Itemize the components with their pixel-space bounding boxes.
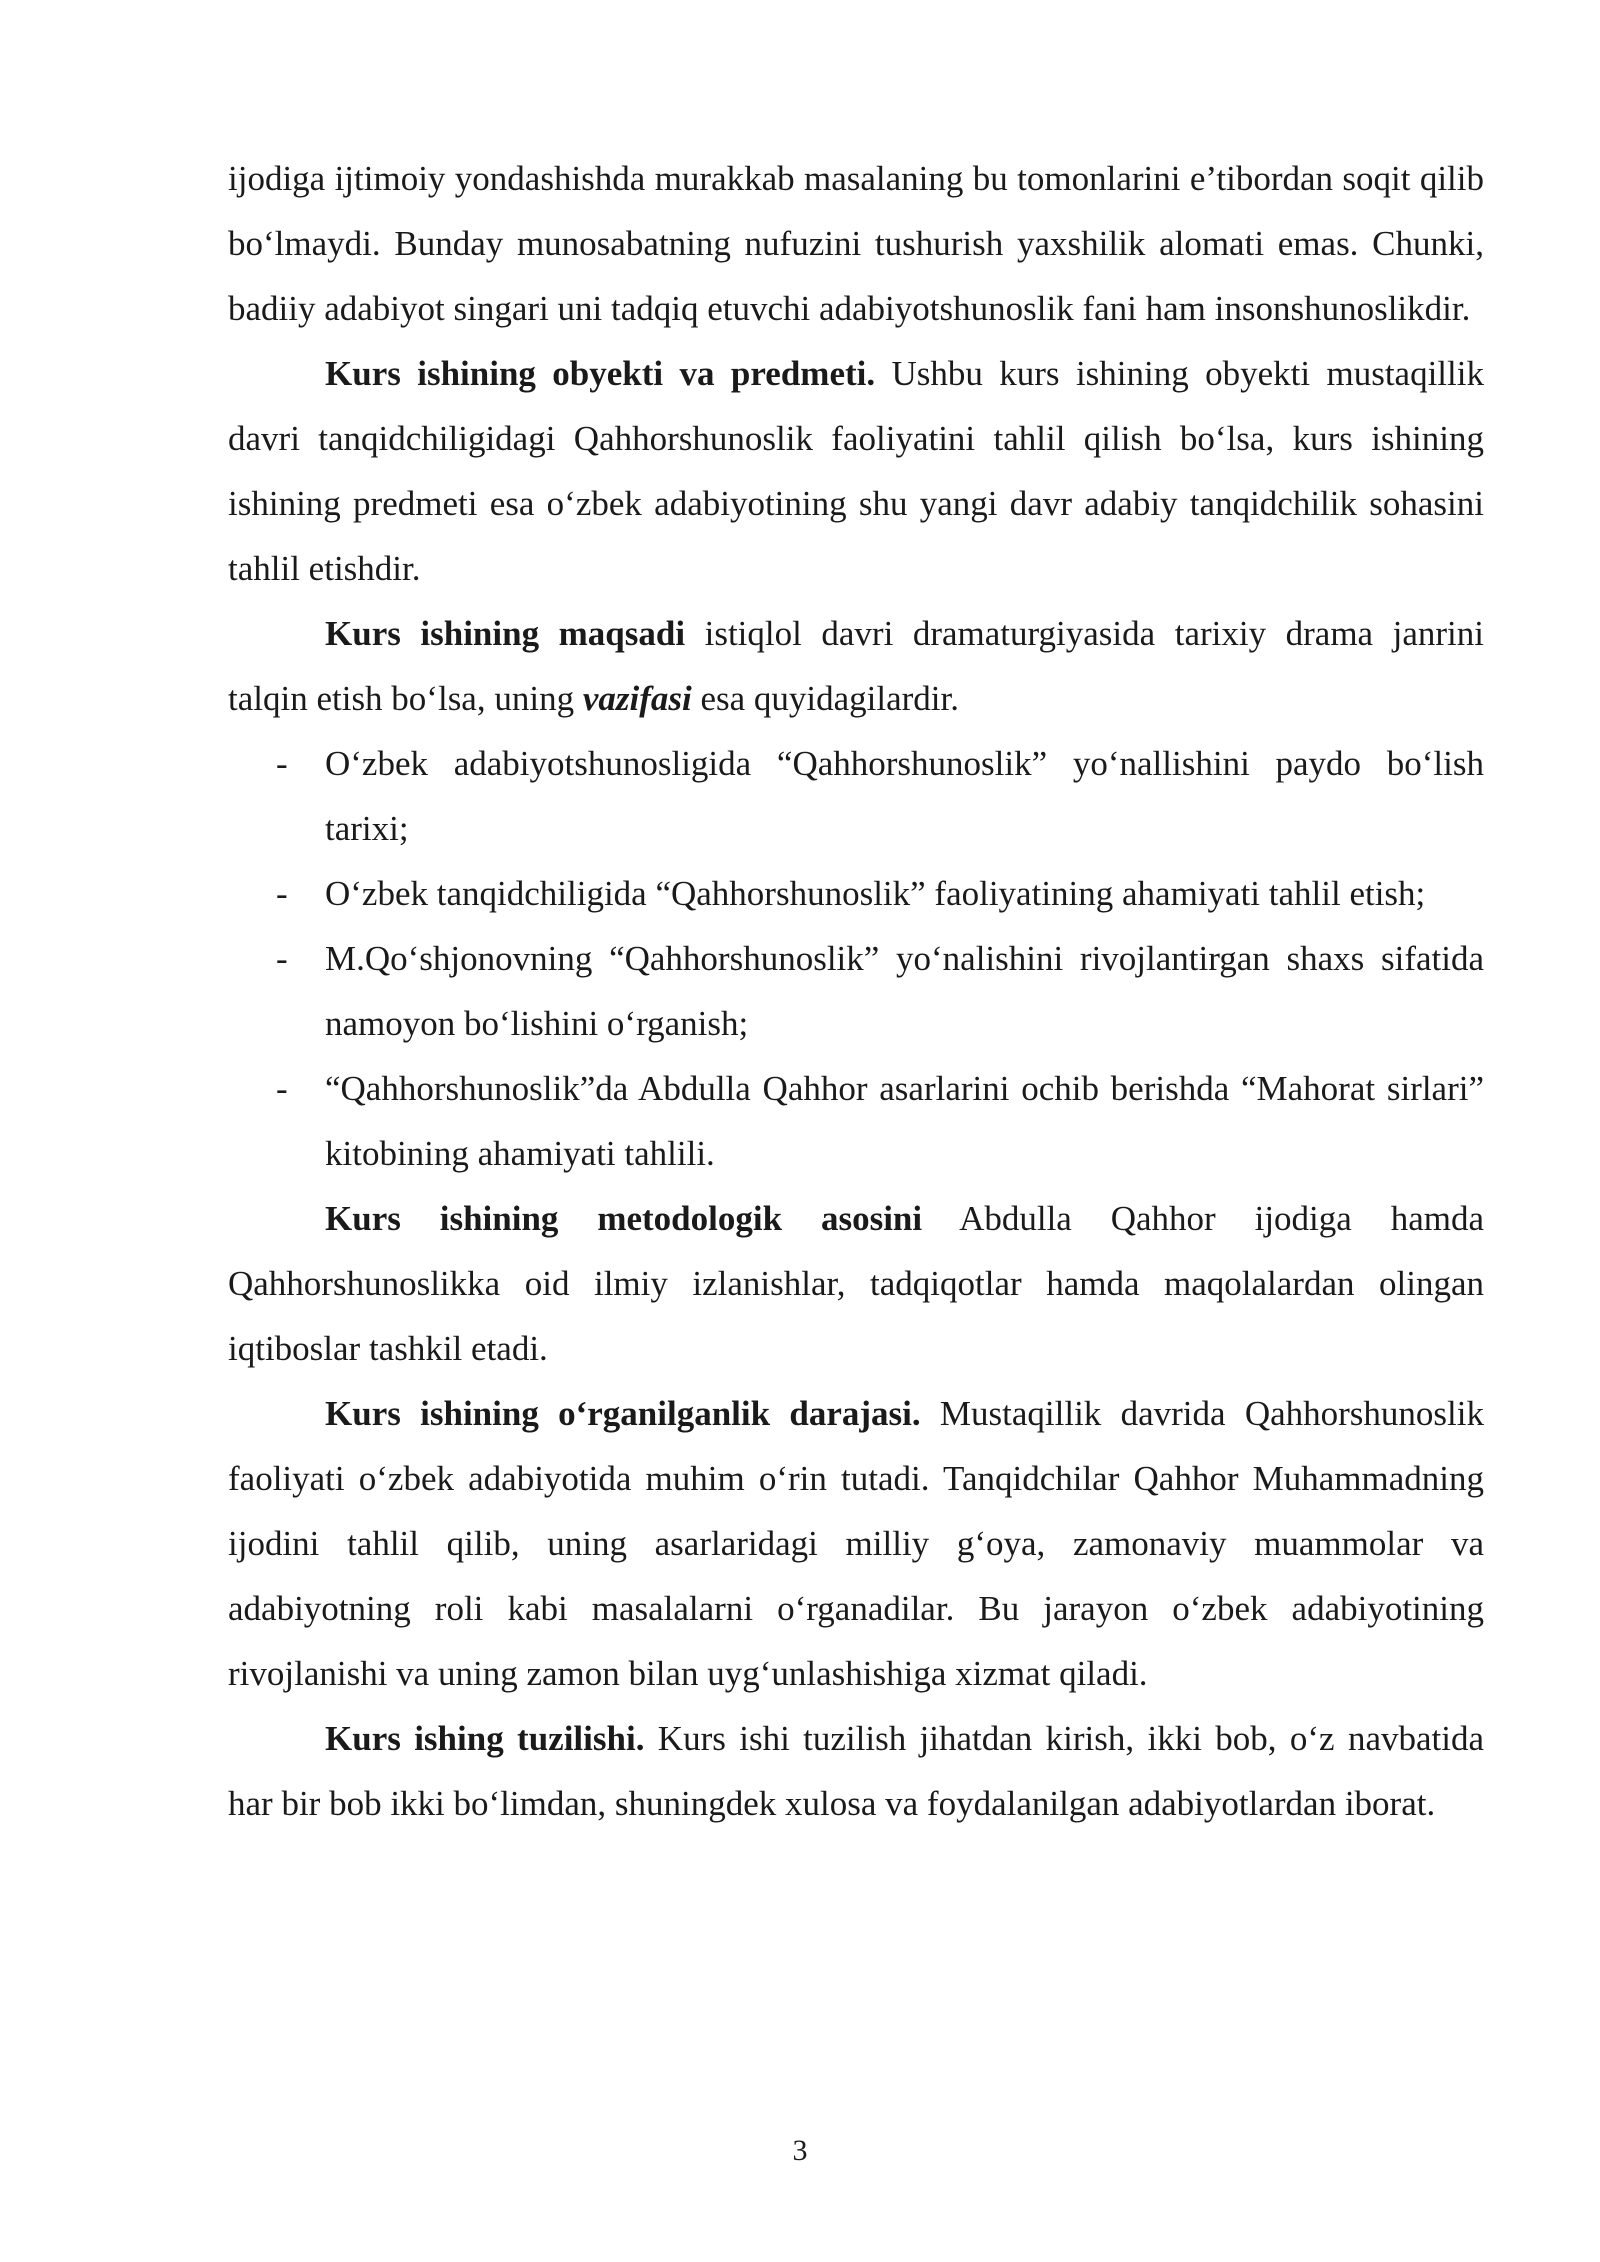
paragraph-text: ijodiga ijtimoiy yondashishda murakkab masalaning bu tomonlarini e’tibordan soqit qilib bo‘lmaydi. Bunday munosabatning nufuzini tushurish yaxshilik alomati emas. Chunki, badiiy adabiyot singari uni tadqiq etuvchi adabiyotshunoslik fani ham insonshunoslikdir. <box>228 159 1484 328</box>
paragraph-heading: Kurs ishining obyekti va predmeti. <box>325 354 876 393</box>
task-list <box>228 731 1484 1186</box>
paragraph-heading: Kurs ishing tuzilishi. <box>325 1719 645 1758</box>
paragraph-text: Ushbu kurs ishining obyekti mustaqillik davri tanqidchiligidagi Qahhorshunoslik faoliyatini tahlil qilish bo‘lsa, kurs ishining ishining predmeti esa o‘zbek adabiyotining shu yangi davr adabiy tanqidchilik sohasini tahlil etishdir. <box>228 354 1484 588</box>
paragraph-text: Mustaqillik davrida Qahhorshunoslik faoliyati o‘zbek adabiyotida muhim o‘rin tutadi. Tanqidchilar Qahhor Muhammadning ijodini tahlil qilib, uning asarlaridagi milliy g‘oya, zamonaviy muammolar va adabiyotning roli kabi masalalarni o‘rganadilar. Bu jarayon o‘zbek adabiyotining rivojlanishi va uning zamon bilan uyg‘unlashishiga xizmat qiladi. <box>228 1394 1484 1693</box>
list-item <box>228 861 1484 926</box>
paragraph-methodology <box>228 1186 1484 1381</box>
document-page <box>228 146 1484 1836</box>
dash-bullet: - <box>276 874 288 913</box>
paragraph-heading: Kurs ishining o‘rganilganlik darajasi. <box>325 1394 921 1433</box>
paragraph-text: istiqlol davri dramaturgiyasida tarixiy drama janrini talqin etish bo‘lsa, uning <box>228 614 1484 718</box>
dash-bullet: - <box>276 939 288 978</box>
dash-bullet: - <box>276 744 288 783</box>
paragraph-intro-continuation <box>228 146 1484 341</box>
paragraph-heading: Kurs ishining maqsadi <box>325 614 686 653</box>
list-item-text: M.Qo‘shjonovning “Qahhorshunoslik” yo‘nalishini rivojlantirgan shaxs sifatida namoyon bo‘lishini o‘rganish; <box>325 939 1484 1043</box>
paragraph-heading: Kurs ishining metodologik asosini <box>325 1199 923 1238</box>
paragraph-structure <box>228 1706 1484 1836</box>
paragraph-text: Kurs ishi tuzilish jihatdan kirish, ikki bob, o‘z navbatida har bir bob ikki bo‘limdan, shuningdek xulosa va foydalanilgan adabiyotlardan iborat. <box>228 1719 1484 1823</box>
list-item-text: O‘zbek tanqidchiligida “Qahhorshunoslik” faoliyatining ahamiyati tahlil etish; <box>325 874 1426 913</box>
paragraph-text: esa quyidagilardir. <box>691 679 960 718</box>
list-item <box>228 926 1484 1056</box>
dash-bullet: - <box>276 1069 288 1108</box>
paragraph-study-level <box>228 1381 1484 1706</box>
page-number: 3 <box>792 2134 808 2167</box>
list-item <box>228 1056 1484 1186</box>
list-item-text: O‘zbek adabiyotshunosligida “Qahhorshunoslik” yo‘nallishini paydo bo‘lish tarixi; <box>325 744 1484 848</box>
list-item <box>228 731 1484 861</box>
emphasized-word: vazifasi <box>582 679 692 718</box>
paragraph-goal <box>228 601 1484 731</box>
list-item-text: “Qahhorshunoslik”da Abdulla Qahhor asarlarini ochib berishda “Mahorat sirlari” kitobining ahamiyati tahlili. <box>325 1069 1484 1173</box>
paragraph-text: Abdulla Qahhor ijodiga hamda Qahhorshunoslikka oid ilmiy izlanishlar, tadqiqotlar hamda maqolalardan olingan iqtiboslar tashkil etadi. <box>228 1199 1484 1368</box>
paragraph-object-subject <box>228 341 1484 601</box>
